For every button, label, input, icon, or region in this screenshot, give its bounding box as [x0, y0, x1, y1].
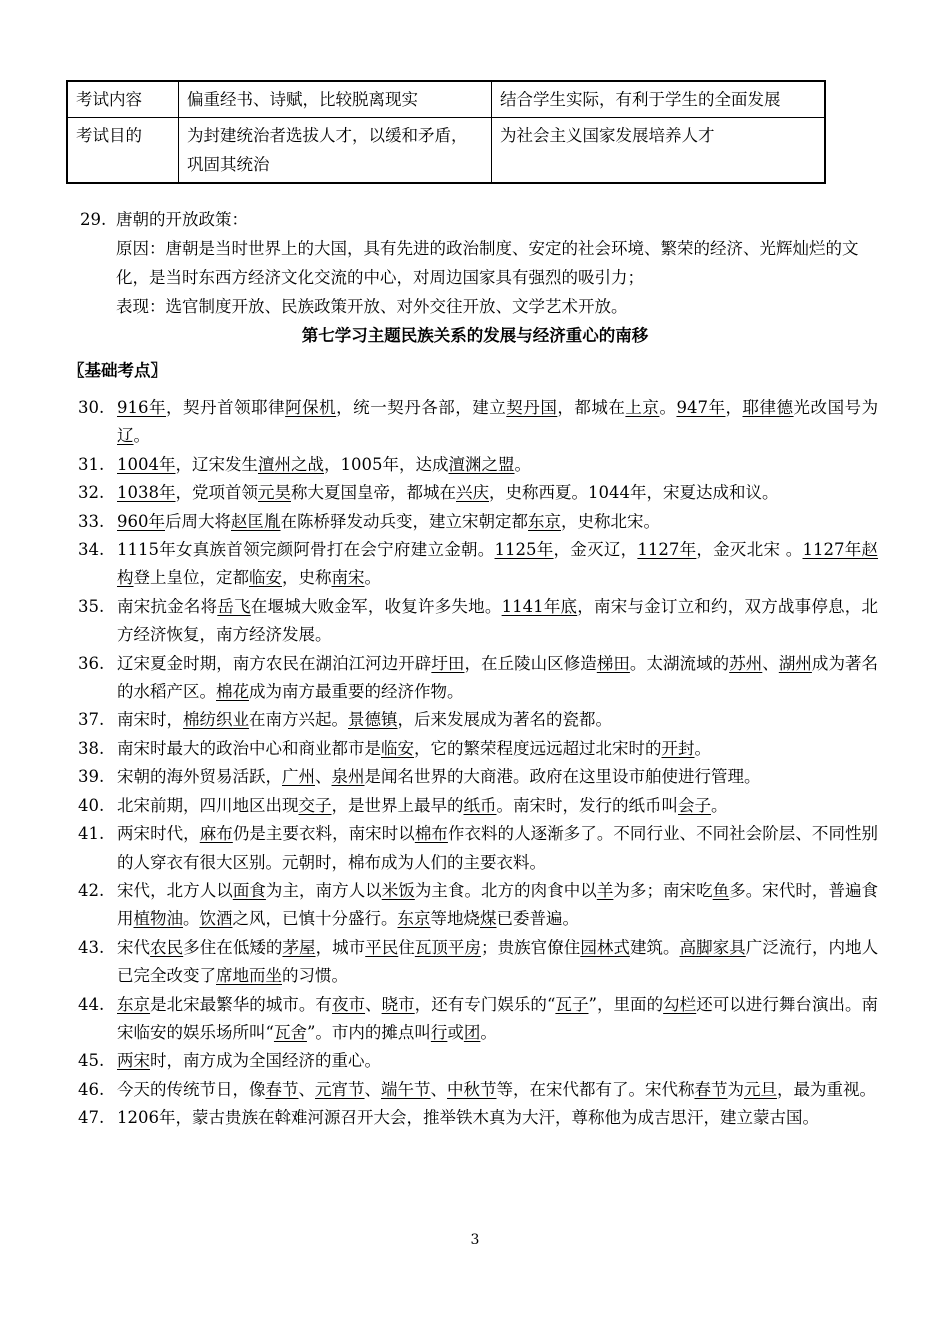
key-term: 元宵节	[315, 1079, 365, 1099]
key-term: 赵匡胤	[231, 511, 281, 531]
key-term: 916年	[117, 398, 167, 417]
key-term: 鱼	[712, 880, 730, 900]
key-term: 辽	[117, 426, 134, 446]
text-run: 宋代，北方人以	[117, 880, 233, 900]
table-row	[67, 81, 825, 118]
text-run: 北宋前期，四川地区出现	[117, 795, 299, 815]
text-run: 为	[727, 1079, 744, 1099]
key-term: 棉花	[216, 682, 249, 702]
key-term: 瓦顶平房	[414, 937, 482, 957]
list-item	[78, 479, 878, 507]
text-run: 时，南方成为全国经济的重心。	[150, 1051, 381, 1071]
text-run: ，都城在	[557, 398, 626, 417]
key-term: 960年	[117, 511, 165, 531]
key-term: 园林式	[580, 937, 630, 957]
key-term: 煤	[480, 909, 497, 929]
text-run: 、	[315, 767, 332, 787]
text-run: 等地烧	[430, 909, 480, 929]
item-number: 41.	[78, 824, 105, 844]
text-run: 南宋时最大的政治中心和商业都市是	[117, 738, 381, 758]
text-run: 光改国号为	[793, 398, 879, 417]
key-term: 羊	[596, 880, 614, 900]
key-term: 1004年	[117, 454, 176, 474]
key-term: 棉纺织业	[183, 710, 249, 730]
key-term: 梯田	[596, 653, 630, 673]
item-text	[117, 1047, 878, 1075]
text-run: 。	[480, 1022, 497, 1042]
list-item	[78, 1076, 878, 1104]
key-term: 端午节	[381, 1079, 431, 1099]
item-text	[117, 536, 878, 593]
text-run: 为多；南宋吃	[613, 880, 713, 900]
key-term: 湖州	[778, 653, 812, 673]
key-term: 1127年	[637, 540, 697, 560]
key-term: 交子	[298, 795, 332, 815]
text-run: 、	[430, 1079, 447, 1099]
key-term: 晓市	[381, 994, 415, 1014]
list-item	[78, 735, 878, 763]
key-term: 岳飞	[217, 596, 251, 616]
text-run: 成为南方最重要的经济作物。	[249, 682, 464, 702]
item-number: 40.	[78, 795, 105, 815]
text-run: 1206年，蒙古贵族在斡难河源召开大会，推举铁木真为大汗，尊称他为成吉思汗，建立蒙古国。	[117, 1108, 819, 1128]
list-item	[78, 394, 878, 451]
text-run: ”，里面的	[588, 994, 664, 1014]
key-term: 勾栏	[663, 994, 697, 1014]
key-term: 团	[463, 1022, 481, 1042]
item-number: 43.	[78, 937, 105, 957]
text-run: 。	[183, 909, 200, 929]
text-run: 。	[694, 738, 711, 758]
text-run: ，后来发展成为著名的瓷都。	[397, 710, 612, 730]
key-term: 阿保机	[285, 398, 337, 417]
key-term: 兴庆	[456, 483, 489, 503]
comparison-table	[66, 80, 826, 184]
section-title: 第七学习主题民族关系的发展与经济重心的南移	[301, 326, 649, 345]
text-run: ，史称	[282, 568, 332, 588]
item-text	[117, 934, 878, 991]
item-text	[117, 479, 878, 507]
row-label-cell: 考试内容	[67, 81, 179, 118]
key-term: 东京	[397, 909, 431, 929]
item-text	[117, 991, 878, 1048]
key-term: 耶律德	[742, 398, 794, 417]
list-item	[78, 991, 878, 1048]
key-term: 临安	[249, 568, 282, 588]
key-term: 高脚家具	[679, 937, 746, 957]
item-text	[117, 394, 878, 451]
text-run: 。	[514, 454, 531, 474]
text-run: 为主食。北方的肉食中以	[414, 880, 597, 900]
key-term: 植物油	[133, 909, 183, 929]
open-policy-reason: 原因：唐朝是当时世界上的大国，具有先进的政治制度、安定的社会环境、繁荣的经济、光辉灿烂的文化，是当时东西方经济文化交流的中心，对周边国家具有强烈的吸引力；	[116, 239, 859, 287]
text-run: ，1005年，达成	[324, 454, 449, 474]
item-number: 36.	[78, 653, 105, 673]
text-run: 已委普遍。	[496, 909, 579, 929]
text-run: 。南宋时，发行的纸币叫	[496, 795, 678, 815]
key-term: 947年	[676, 398, 726, 417]
key-term: 澶渊之盟	[448, 454, 515, 474]
list-item	[78, 508, 878, 536]
item-text	[117, 593, 878, 650]
text-run: ，还有专门娱乐的“	[414, 994, 556, 1014]
key-term: 纸币	[463, 795, 497, 815]
key-term: 瓦舍	[273, 1022, 307, 1042]
text-run: 广泛流行，内地人已完全改变了	[117, 937, 879, 986]
item-text	[117, 706, 878, 734]
list-item	[78, 451, 878, 479]
item-number: 38.	[78, 738, 105, 758]
text-run: ；贵族官僚住	[481, 937, 581, 957]
item-number: 32.	[78, 483, 105, 503]
text-run: ，辽宋发生	[175, 454, 258, 474]
item-title: 唐朝的开放政策：	[116, 210, 248, 229]
text-run: 作衣料的人逐渐多了。不同行业、不同社会阶层、不同性别的人穿衣有很大区别。元朝时，棉布成为人们的主要衣料。	[117, 824, 879, 872]
item-number: 37.	[78, 710, 105, 730]
row-label-cell: 考试目的	[67, 118, 179, 184]
item-text	[117, 508, 878, 536]
key-term: 米饭	[381, 880, 415, 900]
item-number: 39.	[78, 767, 105, 787]
key-term: 面食	[232, 880, 266, 900]
key-term: 临安	[381, 738, 414, 758]
list-item	[78, 536, 878, 593]
text-run: 辽宋夏金时期，南方农民在湖泊江河边开辟	[117, 653, 432, 673]
text-run: 是北宋最繁华的城市。有	[150, 994, 332, 1014]
ancient-exam-cell: 为封建统治者选拔人才，以缓和矛盾，巩固其统治	[179, 118, 492, 184]
key-term: 棉布	[414, 824, 448, 844]
text-run: ，在丘陵山区修造	[464, 653, 597, 673]
item-text	[117, 820, 878, 877]
key-term: 会子	[678, 795, 711, 815]
key-term: 茅屋	[282, 937, 316, 957]
key-term: 1038年	[117, 483, 176, 503]
text-run: 。太湖流域的	[629, 653, 730, 673]
item-text	[117, 1104, 878, 1132]
key-term: 广州	[282, 767, 315, 787]
item-number: 31.	[78, 454, 105, 474]
key-term: 夜市	[331, 994, 366, 1014]
list-item	[78, 877, 878, 934]
text-run: ，是世界上最早的	[331, 795, 464, 815]
text-run: 南宋抗金名将	[117, 596, 218, 616]
list-item	[78, 934, 878, 991]
item-text	[117, 1076, 878, 1104]
comparison-table-body	[67, 81, 825, 183]
item-text	[117, 877, 878, 934]
text-run: 多。宋代时，普遍食用	[117, 880, 879, 929]
key-term: 1141年底	[501, 596, 578, 616]
key-term: 春节	[265, 1079, 299, 1099]
text-run: ，	[725, 398, 743, 417]
basic-points-label: 〖基础考点〗	[68, 361, 167, 380]
item-number: 44.	[78, 994, 105, 1014]
key-term: 平民	[365, 937, 399, 957]
key-term: 1127年赵构	[117, 540, 879, 588]
item-number: 35.	[78, 596, 105, 616]
key-term: 东京	[117, 994, 151, 1014]
text-run: 是闻名世界的大商港。政府在这里设市舶使进行管理。	[364, 767, 761, 787]
text-run: 宋朝的海外贸易活跃，	[117, 767, 282, 787]
item-number: 42.	[78, 880, 105, 900]
text-run: 、	[298, 1079, 315, 1099]
list-item	[78, 820, 878, 877]
modern-exam-cell: 结合学生实际，有利于学生的全面发展	[492, 81, 826, 118]
key-term: 南宋	[331, 568, 365, 588]
text-run: ，金灭北宋 。	[696, 540, 803, 560]
item-text	[117, 792, 878, 820]
item-number: 47.	[78, 1108, 105, 1128]
key-term: 饮酒	[199, 909, 233, 929]
item-text	[117, 763, 878, 791]
key-term: 麻布	[199, 824, 233, 844]
text-run: 、	[365, 994, 382, 1014]
key-term: 开封	[661, 738, 695, 758]
text-run: 。	[711, 795, 728, 815]
text-run: 建筑。	[629, 937, 680, 957]
list-item	[78, 1047, 878, 1075]
text-run: ，南宋与金订立和约，双方战事停息，北方经济恢复，南方经济发展。	[117, 596, 879, 645]
text-run: ，它的繁荣程度远远超过北宋时的	[414, 738, 662, 758]
item-text	[117, 735, 878, 763]
list-item	[78, 706, 878, 734]
key-term: 元昊	[258, 483, 291, 503]
key-term: 澶州之战	[258, 454, 324, 474]
key-term: 景德镇	[348, 710, 398, 730]
text-run: 在堰城大败金军，收复许多失地。	[250, 596, 502, 616]
key-term: 泉州	[331, 767, 365, 787]
modern-exam-cell: 为社会主义国家发展培养人才	[492, 118, 826, 184]
list-item	[78, 1104, 878, 1132]
key-term: 苏州	[729, 653, 763, 673]
text-run: ，城市	[315, 937, 366, 957]
text-run: 宋代	[117, 937, 151, 957]
text-run: 南宋时，	[117, 710, 183, 730]
text-run: 。	[133, 426, 150, 446]
item-number: 46.	[78, 1079, 105, 1099]
key-term: 行	[430, 1022, 448, 1042]
key-term: 东京	[528, 511, 561, 531]
text-run: 。	[364, 568, 381, 588]
knowledge-point-list	[78, 394, 878, 1133]
key-term: 1125年	[494, 540, 554, 560]
text-run: 成为著名的水稻产区。	[117, 653, 879, 702]
item-text	[117, 650, 878, 707]
item-29	[80, 205, 880, 321]
text-run: 住	[398, 937, 415, 957]
text-run: 的习惯。	[282, 966, 348, 986]
text-run: 后周大将	[165, 511, 231, 531]
item-number: 30.	[78, 398, 105, 417]
text-run: 登上皇位，定都	[133, 568, 249, 588]
key-term: 上京	[625, 398, 660, 417]
text-run: ，统一契丹各部，建立	[336, 398, 507, 417]
list-item	[78, 650, 878, 707]
text-run: ，史称北宋。	[561, 511, 660, 531]
key-term: 圩田	[431, 653, 465, 673]
key-term: 春节	[694, 1079, 728, 1099]
text-run: 。	[659, 398, 677, 417]
text-run: 1115年女真族首领完颜阿骨打在会宁府建立金朝。	[117, 540, 495, 560]
key-term: 元旦	[744, 1079, 777, 1099]
key-term: 中秋节	[447, 1079, 497, 1099]
text-run: 今天的传统节日，像	[117, 1079, 266, 1099]
text-run: 等，在宋代都有了。宋代称	[496, 1079, 695, 1099]
key-term: 席地而坐	[216, 966, 282, 986]
text-run: ”。市内的摊点叫	[306, 1022, 431, 1042]
key-term: 瓦子	[555, 994, 589, 1014]
text-run: ，最为重视。	[777, 1079, 876, 1099]
key-term: 契丹国	[506, 398, 558, 417]
list-item	[78, 593, 878, 650]
text-run: ，契丹首领耶律	[166, 398, 286, 417]
text-run: 还可以进行舞台演出。南宋临安的娱乐场所叫“	[117, 994, 879, 1042]
text-run: 、	[762, 653, 779, 673]
table-row	[67, 118, 825, 184]
text-run: ，史称西夏。1044年，宋夏达成和议。	[489, 483, 779, 503]
text-run: 在南方兴起。	[249, 710, 348, 730]
item-number: 45.	[78, 1051, 105, 1071]
text-run: ，金灭辽，	[553, 540, 638, 560]
open-policy-performance: 表现：选官制度开放、民族政策开放、对外交往开放、文学艺术开放。	[116, 297, 628, 316]
text-run: 在陈桥驿发动兵变，建立宋朝定都	[280, 511, 528, 531]
text-run: 为主，南方人以	[265, 880, 382, 900]
key-term: 两宋	[117, 1051, 150, 1071]
item-number: 29.	[80, 210, 107, 229]
text-run: 多住在低矮的	[183, 937, 283, 957]
ancient-exam-cell: 偏重经书、诗赋，比较脱离现实	[179, 81, 492, 118]
text-run: ，党项首领	[175, 483, 258, 503]
text-run: 仍是主要衣料，南宋时以	[232, 824, 415, 844]
text-run: 称大夏国皇帝，都城在	[291, 483, 456, 503]
item-text	[117, 451, 878, 479]
text-run: 两宋时代，	[117, 824, 200, 844]
text-run: 或	[447, 1022, 464, 1042]
item-number: 34.	[78, 540, 105, 560]
list-item	[78, 763, 878, 791]
item-number: 33.	[78, 511, 105, 531]
page-number: 3	[470, 1232, 480, 1248]
key-term: 农民	[150, 937, 184, 957]
list-item	[78, 792, 878, 820]
text-run: 之风，已慎十分盛行。	[232, 909, 398, 929]
text-run: 、	[364, 1079, 381, 1099]
